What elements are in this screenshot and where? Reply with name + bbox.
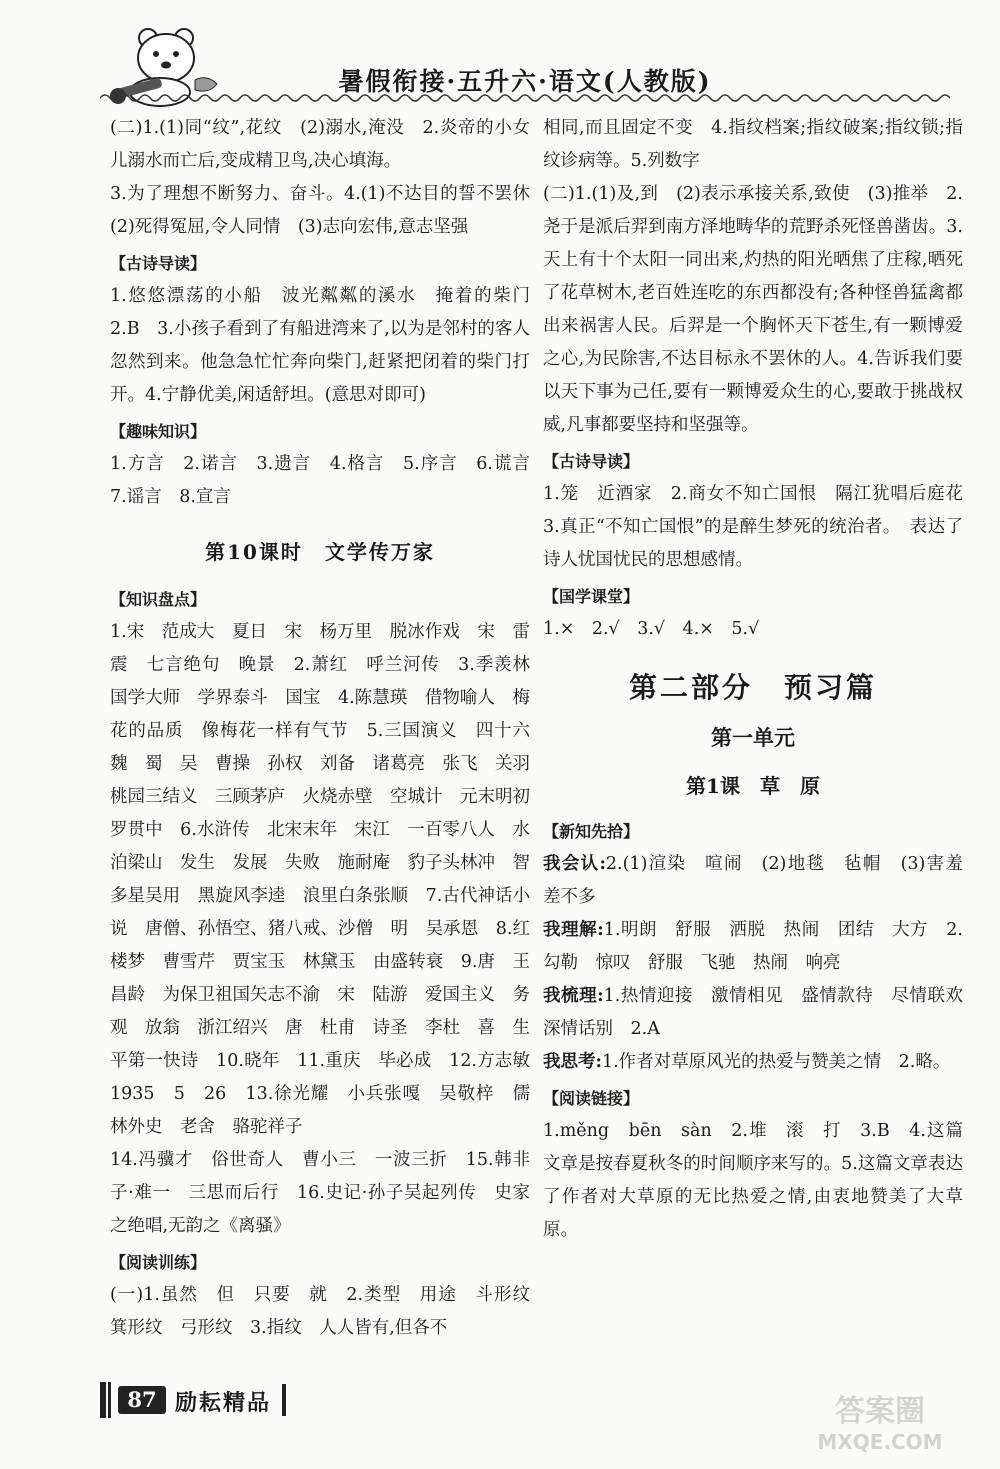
answer-paragraph: 1.悠悠漂荡的小船 波光粼粼的溪水 掩着的柴门 2.B 3.小孩子看到了有船进湾来了,以为是邻村的客人忽然到来。他急急忙忙奔向柴门,赶紧把闭着的柴门打开。4.宁静优美,闲适舒坦。(意思对即可) (110, 286, 548, 405)
watermark-logo (780, 1387, 980, 1457)
section-heading: 【新知先拾】 (543, 822, 640, 841)
right-column (543, 112, 981, 1247)
page-footer (100, 1382, 300, 1422)
answer-paragraph: 1.× 2.√ 3.√ 4.× 5.√ (543, 619, 760, 639)
answer-text: 1.作者对草原风光的热爱与赞美之情 2.略。 (601, 1052, 951, 1072)
answer-paragraph: 相同,而且固定不变 4.指纹档案;指纹破案;指纹锁;指纹诊病等。5.列数字 (543, 118, 963, 171)
answer-label: 我梳理: (543, 986, 604, 1006)
answer-paragraph: (二)1.(1)同“纹”,花纹 (2)溺水,淹没 2.炎帝的小女儿溺水而亡后,变成精卫鸟,决心填海。 (110, 118, 530, 171)
section-heading: 【阅读链接】 (543, 1089, 640, 1108)
answer-text: 2.(1)渲染 喧闹 (2)地毯 毡帽 (3)害羞 差不多 (543, 854, 981, 907)
answer-paragraph: 1.měng bēn sàn 2.堆 滚 打 3.B 4.这篇文章是按春夏秋冬的时间顺序来写的。5.这篇文章表达了作者对大草原的无比热爱之情,由衷地赞美了大草原。 (543, 1121, 963, 1240)
answer-label: 我会认: (543, 854, 606, 874)
answer-paragraph: 14.冯骥才 俗世奇人 曹小三 一波三折 15.韩非子·难一 三思而后行 16.史记·孙子吴起列传 史家之绝唱,无韵之《离骚》 (110, 1150, 530, 1236)
watermark-line1: 答案圈 (835, 1394, 925, 1429)
header-title: 暑假衔接·五升六·语文(人教版) (338, 67, 712, 96)
answer-paragraph (543, 914, 963, 980)
brand-name: 励耘精品 (175, 1390, 272, 1416)
section-heading: 【阅读训练】 (110, 1253, 207, 1272)
answer-paragraph (543, 980, 981, 1046)
answer-paragraph: 1.笼 近酒家 2.商女不知亡国恨 隔江犹唱后庭花 3.真正“不知亡国恨”的是醉生梦死的统治者。 表达了诗人忧国忧民的思想感情。 (543, 484, 981, 570)
answer-text: 1.明朗 舒服 洒脱 热闹 团结 大方 2.勾勒 惊叹 舒服 飞驰 热闹 响亮 (543, 920, 963, 973)
watermark-line2: MXQE.COM (817, 1430, 943, 1454)
header-wave-divider (100, 92, 950, 104)
part-title: 第二部分 预习篇 (628, 671, 877, 704)
page-number: 87 (118, 1386, 166, 1414)
answer-paragraph (543, 848, 981, 914)
section-heading: 【古诗导读】 (543, 452, 640, 471)
answer-label: 我思考: (543, 1052, 602, 1072)
answer-paragraph: (一)1.虽然 但 只要 就 2.类型 用途 斗形纹 箕形纹 弓形纹 3.指纹 人人皆有,但各不 (110, 1285, 548, 1338)
lesson-title: 第1课 草 原 (686, 774, 820, 798)
footer-bar (282, 1384, 286, 1416)
page-header (0, 0, 1000, 110)
unit-title: 第一单元 (711, 725, 795, 750)
answer-label: 我理解: (543, 920, 604, 940)
lesson-title: 第10课时 文学传万家 (205, 540, 435, 564)
section-heading: 【国学课堂】 (543, 587, 640, 606)
answer-paragraph: (二)1.(1)及,到 (2)表示承接关系,致使 (3)推举 2.尧于是派后羿到南方泽地畴华的荒野杀死怪兽凿齿。3.天上有十个太阳一同出来,灼热的阳光晒焦了庄稼,晒死了花草树木,老百姓连吃的东西都没有;各种怪兽猛禽都出来祸害人民。后羿是一个胸怀天下苍生,有一颗博爱之心,为民除害,不达目标永不罢休的人。4.告诉我们要以天下事为己任,要有一颗博爱众生的心,要敢于挑战权威,凡事都要坚持和坚强等。 (543, 184, 963, 435)
answer-paragraph: 1.宋 范成大 夏日 宋 杨万里 脱冰作戏 宋 雷震 七言绝句 晚景 2.萧红 呼兰河传 3.季羡林 国学大师 学界泰斗 国宝 4.陈慧瑛 借物喻人 梅花的品质 像梅花一样有气节 5.三国演义 四十六 魏 蜀 吴 曹操 孙权 刘备 诸葛亮 张飞 关羽 桃园三结义 三顾茅庐 火烧赤壁 空城计 元末明初 罗贯中 6.水浒传 北宋末年 宋江 一百零八人 水泊梁山 发生 发展 失败 施耐庵 豹子头林冲 智多星吴用 黑旋风李逵 浪里白条张顺 7.古代神话小说 唐僧、孙悟空、猪八戒、沙僧 明 吴承恩 8.红楼梦 曹雪芹 贾宝玉 林黛玉 由盛转衰 9.唐 王昌龄 为保卫祖国矢志不渝 宋 陆游 爱国主义 务观 放翁 浙江绍兴 唐 杜甫 诗圣 李杜 喜 生平第一快诗 10.晓年 11.重庆 毕必成 12.方志敏 1935 5 26 13.徐光耀 小兵张嘎 吴敬梓 儒林外史 老舍 骆驼祥子 (110, 622, 548, 1137)
footer-bar (108, 1382, 111, 1418)
footer-bar (100, 1382, 106, 1418)
answer-text: 1.热情迎接 激情相见 盛情款待 尽情联欢 深情话别 2.A (543, 986, 981, 1039)
answer-paragraph (543, 1046, 963, 1079)
answer-paragraph: 1.方言 2.诺言 3.遗言 4.格言 5.序言 6.谎言 7.谣言 8.宣言 (110, 454, 548, 507)
section-heading: 【趣味知识】 (110, 422, 207, 441)
section-heading: 【古诗导读】 (110, 254, 207, 273)
left-column (110, 112, 548, 1345)
section-heading: 【知识盘点】 (110, 590, 207, 609)
answer-paragraph: 3.为了理想不断努力、奋斗。4.(1)不达目的誓不罢休 (2)死得冤屈,令人同情 (3)志向宏伟,意志坚强 (110, 184, 548, 237)
